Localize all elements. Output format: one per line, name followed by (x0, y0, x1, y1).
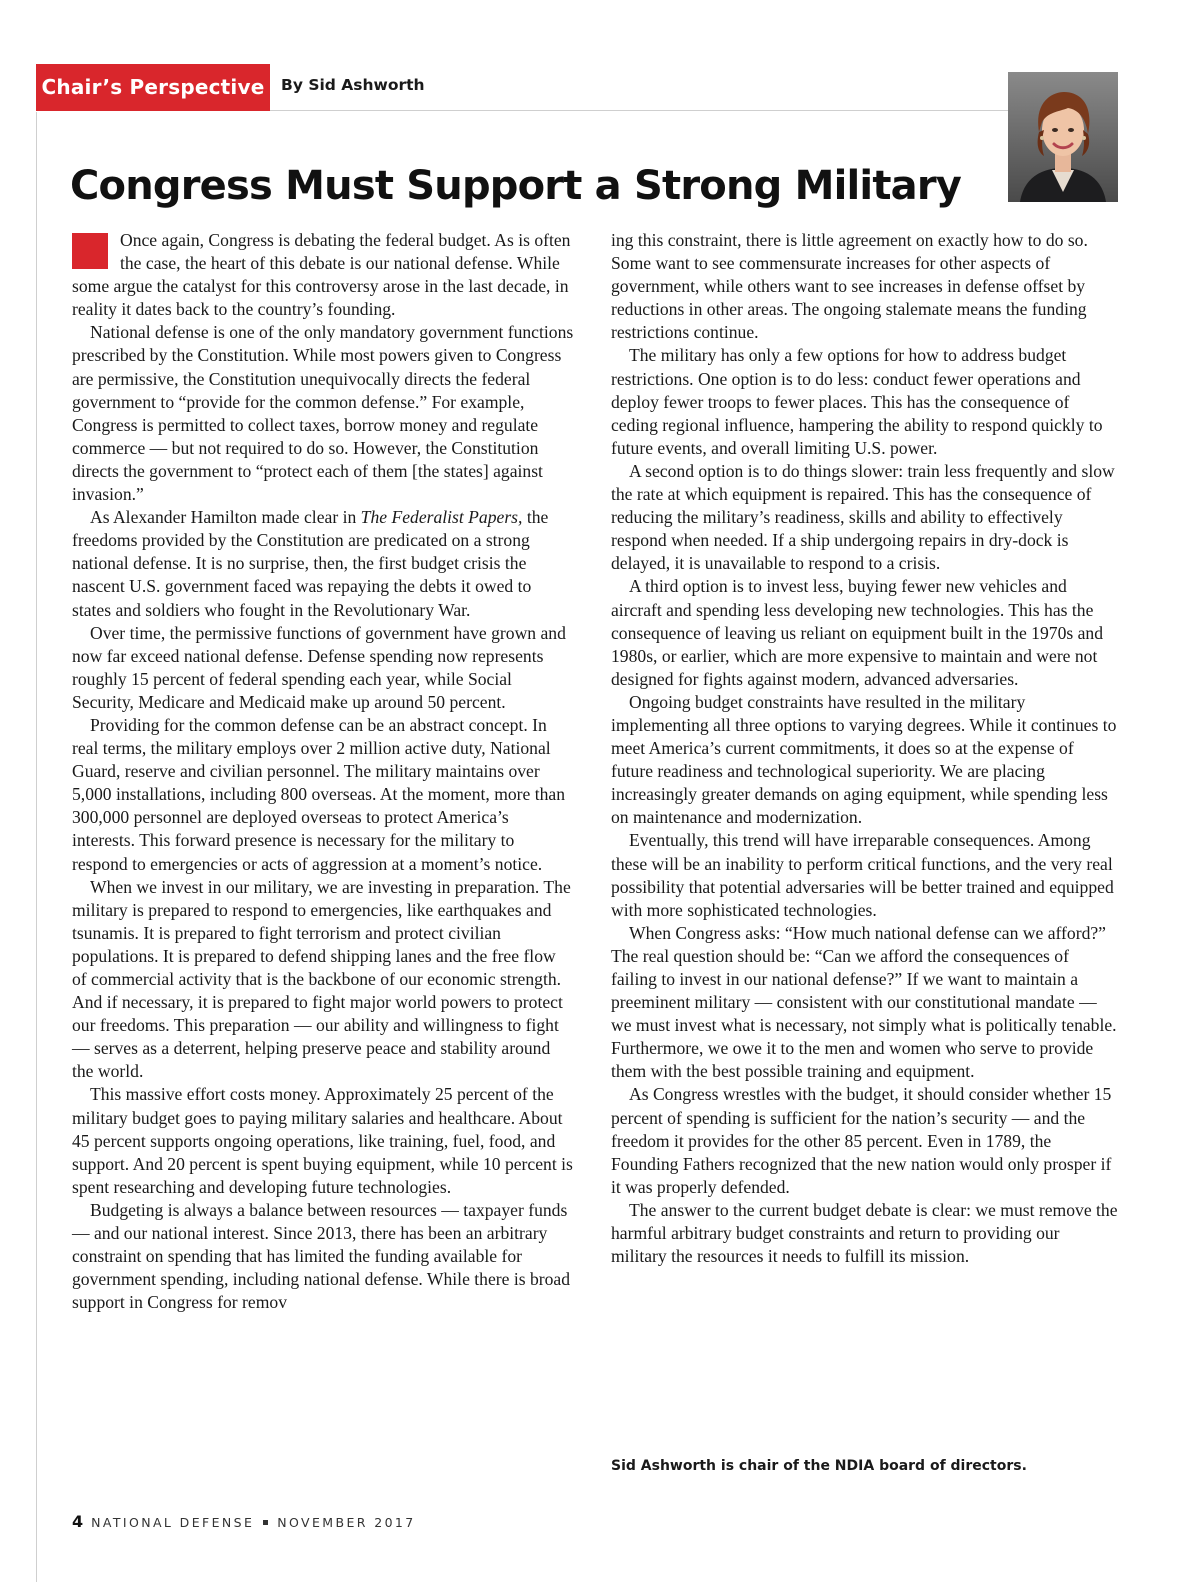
issue-date: NOVEMBER 2017 (277, 1515, 416, 1530)
article-column-right (611, 229, 1118, 1268)
article-paragraph: Providing for the common defense can be an abstract concept. In real terms, the military employs over 2 million active duty, National Guard, reserve and civilian personnel. The military maintains over 5,000 installations, including 800 overseas. At the moment, more than 300,000 personnel are deployed overseas to protect America’s interests. This forward presence is necessary for the military to respond to emergencies or acts of aggression at a moment’s notice. (72, 714, 566, 874)
article-paragraph: ing this constraint, there is little agreement on exactly how to do so. Some want to see commensurate increases for other aspects of government, while others want to see increases in defense offset by reductions in other areas. The ongoing stalemate means the funding restrictions continue. (611, 230, 1088, 343)
author-portrait-illustration (1008, 72, 1118, 202)
book-title: The Federalist Papers, (360, 507, 523, 528)
article-paragraph: Budgeting is always a balance between resources — taxpayer funds — and our national interest. Since 2013, there has been an arbitrary constraint on spending that has limited the funding available for government spending, including national defense. While there is broad support in Congress for remov (72, 1199, 571, 1313)
article-paragraph: Once again, Congress is debating the federal budget. As is often the case, the heart of this debate is our national defense. While some argue the catalyst for this controversy arose in the last decade, in reality it dates back to the country’s founding. (72, 230, 571, 320)
page-number: 4 (72, 1512, 84, 1531)
article-paragraph: When we invest in our military, we are investing in preparation. The military is prepared to respond to emergencies, like earthquakes and tsunamis. It is prepared to fight terrorism and protect civilian populations. It is prepared to defend shipping lanes and the free flow of commercial activity that is the backbone of our economic strength. And if necessary, it is prepared to fight major world powers to protect our freedoms. This preparation — our ability and willingness to fight — serves as a deterrent, helping preserve peace and stability around the world. (72, 876, 571, 1082)
byline: By Sid Ashworth (281, 76, 425, 94)
page-footer (72, 1512, 416, 1531)
article-paragraph: As Alexander Hamilton made clear in The Federalist Papers, the freedoms provided by the Constitution are predicated on a strong national defense. It is no surprise, then, the first budget crisis the nascent U.S. government faced was repaying the debts it owed to states and soldiers who fought in the Revolutionary War. (72, 507, 549, 620)
article-paragraph: The military has only a few options for how to address budget restrictions. One option is to do less: conduct fewer operations and deploy fewer troops to fewer places. This has the consequence of ceding regional influence, hampering the ability to respond quickly to future events, and overall limiting U.S. power. (611, 345, 1103, 458)
author-portrait (1008, 72, 1118, 202)
article-paragraph: A third option is to invest less, buying fewer new vehicles and aircraft and spending less developing new technologies. This has the consequence of leaving us reliant on equipment built in the 1970s and 1980s, or earlier, which are more expensive to maintain and were not designed for fights against modern, advanced adversaries. (611, 576, 1104, 689)
article-paragraph: Eventually, this trend will have irreparable consequences. Among these will be an inability to perform critical functions, and the very real possibility that potential adversaries will be better trained and equipped with more sophisticated technologies. (611, 830, 1114, 920)
article-column-left (72, 229, 574, 1314)
article-paragraph: When Congress asks: “How much national defense can we afford?” The real question should be: “Can we afford the consequences of failing to invest in our national defense?” If we want to maintain a preeminent military — consistent with our constitutional mandate — we must invest what is necessary, not simply what is politically tenable. Furthermore, we owe it to the men and women who serve to provide them with the best possible training and equipment. (611, 922, 1117, 1082)
article-paragraph: The answer to the current budget debate is clear: we must remove the harmful arbitrary budget constraints and return to providing our military the resources it needs to fulfill its mission. (611, 1199, 1118, 1267)
article-paragraph: Over time, the permissive functions of government have grown and now far exceed national defense. Defense spending now represents roughly 15 percent of federal spending each year, while Social Security, Medicare and Medicaid make up around 50 percent. (72, 622, 566, 712)
drop-cap-square (72, 233, 108, 269)
author-bio: Sid Ashworth is chair of the NDIA board of directors. (611, 1458, 1027, 1474)
page-margin-rule (36, 112, 37, 1582)
section-label: Chair’s Perspective (36, 64, 270, 111)
article-paragraph: This massive effort costs money. Approximately 25 percent of the military budget goes to paying military salaries and healthcare. About 45 percent supports ongoing operations, like training, fuel, food, and support. And 20 percent is spent buying equipment, while 10 percent is spent researching and developing future technologies. (72, 1084, 573, 1197)
article-paragraph: A second option is to do things slower: train less frequently and slow the rate at which equipment is repaired. This has the consequence of reducing the military’s readiness, skills and ability to effectively respond when needed. If a ship undergoing repairs in dry-dock is delayed, it is unavailable to respond to a crisis. (611, 460, 1115, 574)
article-headline: Congress Must Support a Strong Military (70, 163, 962, 209)
article-paragraph: National defense is one of the only mandatory government functions prescribed by the Constitution. While most powers given to Congress are permissive, the Constitution unequivocally directs the federal government to “provide for the common defense.” For example, Congress is permitted to collect taxes, borrow money and regulate commerce — but not required to do so. However, the Constitution directs the government to “protect each of them [the states] against invasion.” (72, 322, 574, 505)
article-paragraph: Ongoing budget constraints have resulted in the military implementing all three options to varying degrees. While it continues to meet America’s current commitments, it does so at the expense of future readiness and technological superiority. We are placing increasingly greater demands on aging equipment, while spending less on maintenance and modernization. (611, 691, 1117, 828)
separator-dot (263, 1520, 268, 1525)
article-paragraph: As Congress wrestles with the budget, it should consider whether 15 percent of spending is sufficient for the nation’s security — and the freedom it provides for the other 85 percent. Even in 1789, the Founding Fathers recognized that the new nation would only prosper if it was properly defended. (611, 1084, 1112, 1197)
publication-name: NATIONAL DEFENSE (91, 1515, 255, 1530)
